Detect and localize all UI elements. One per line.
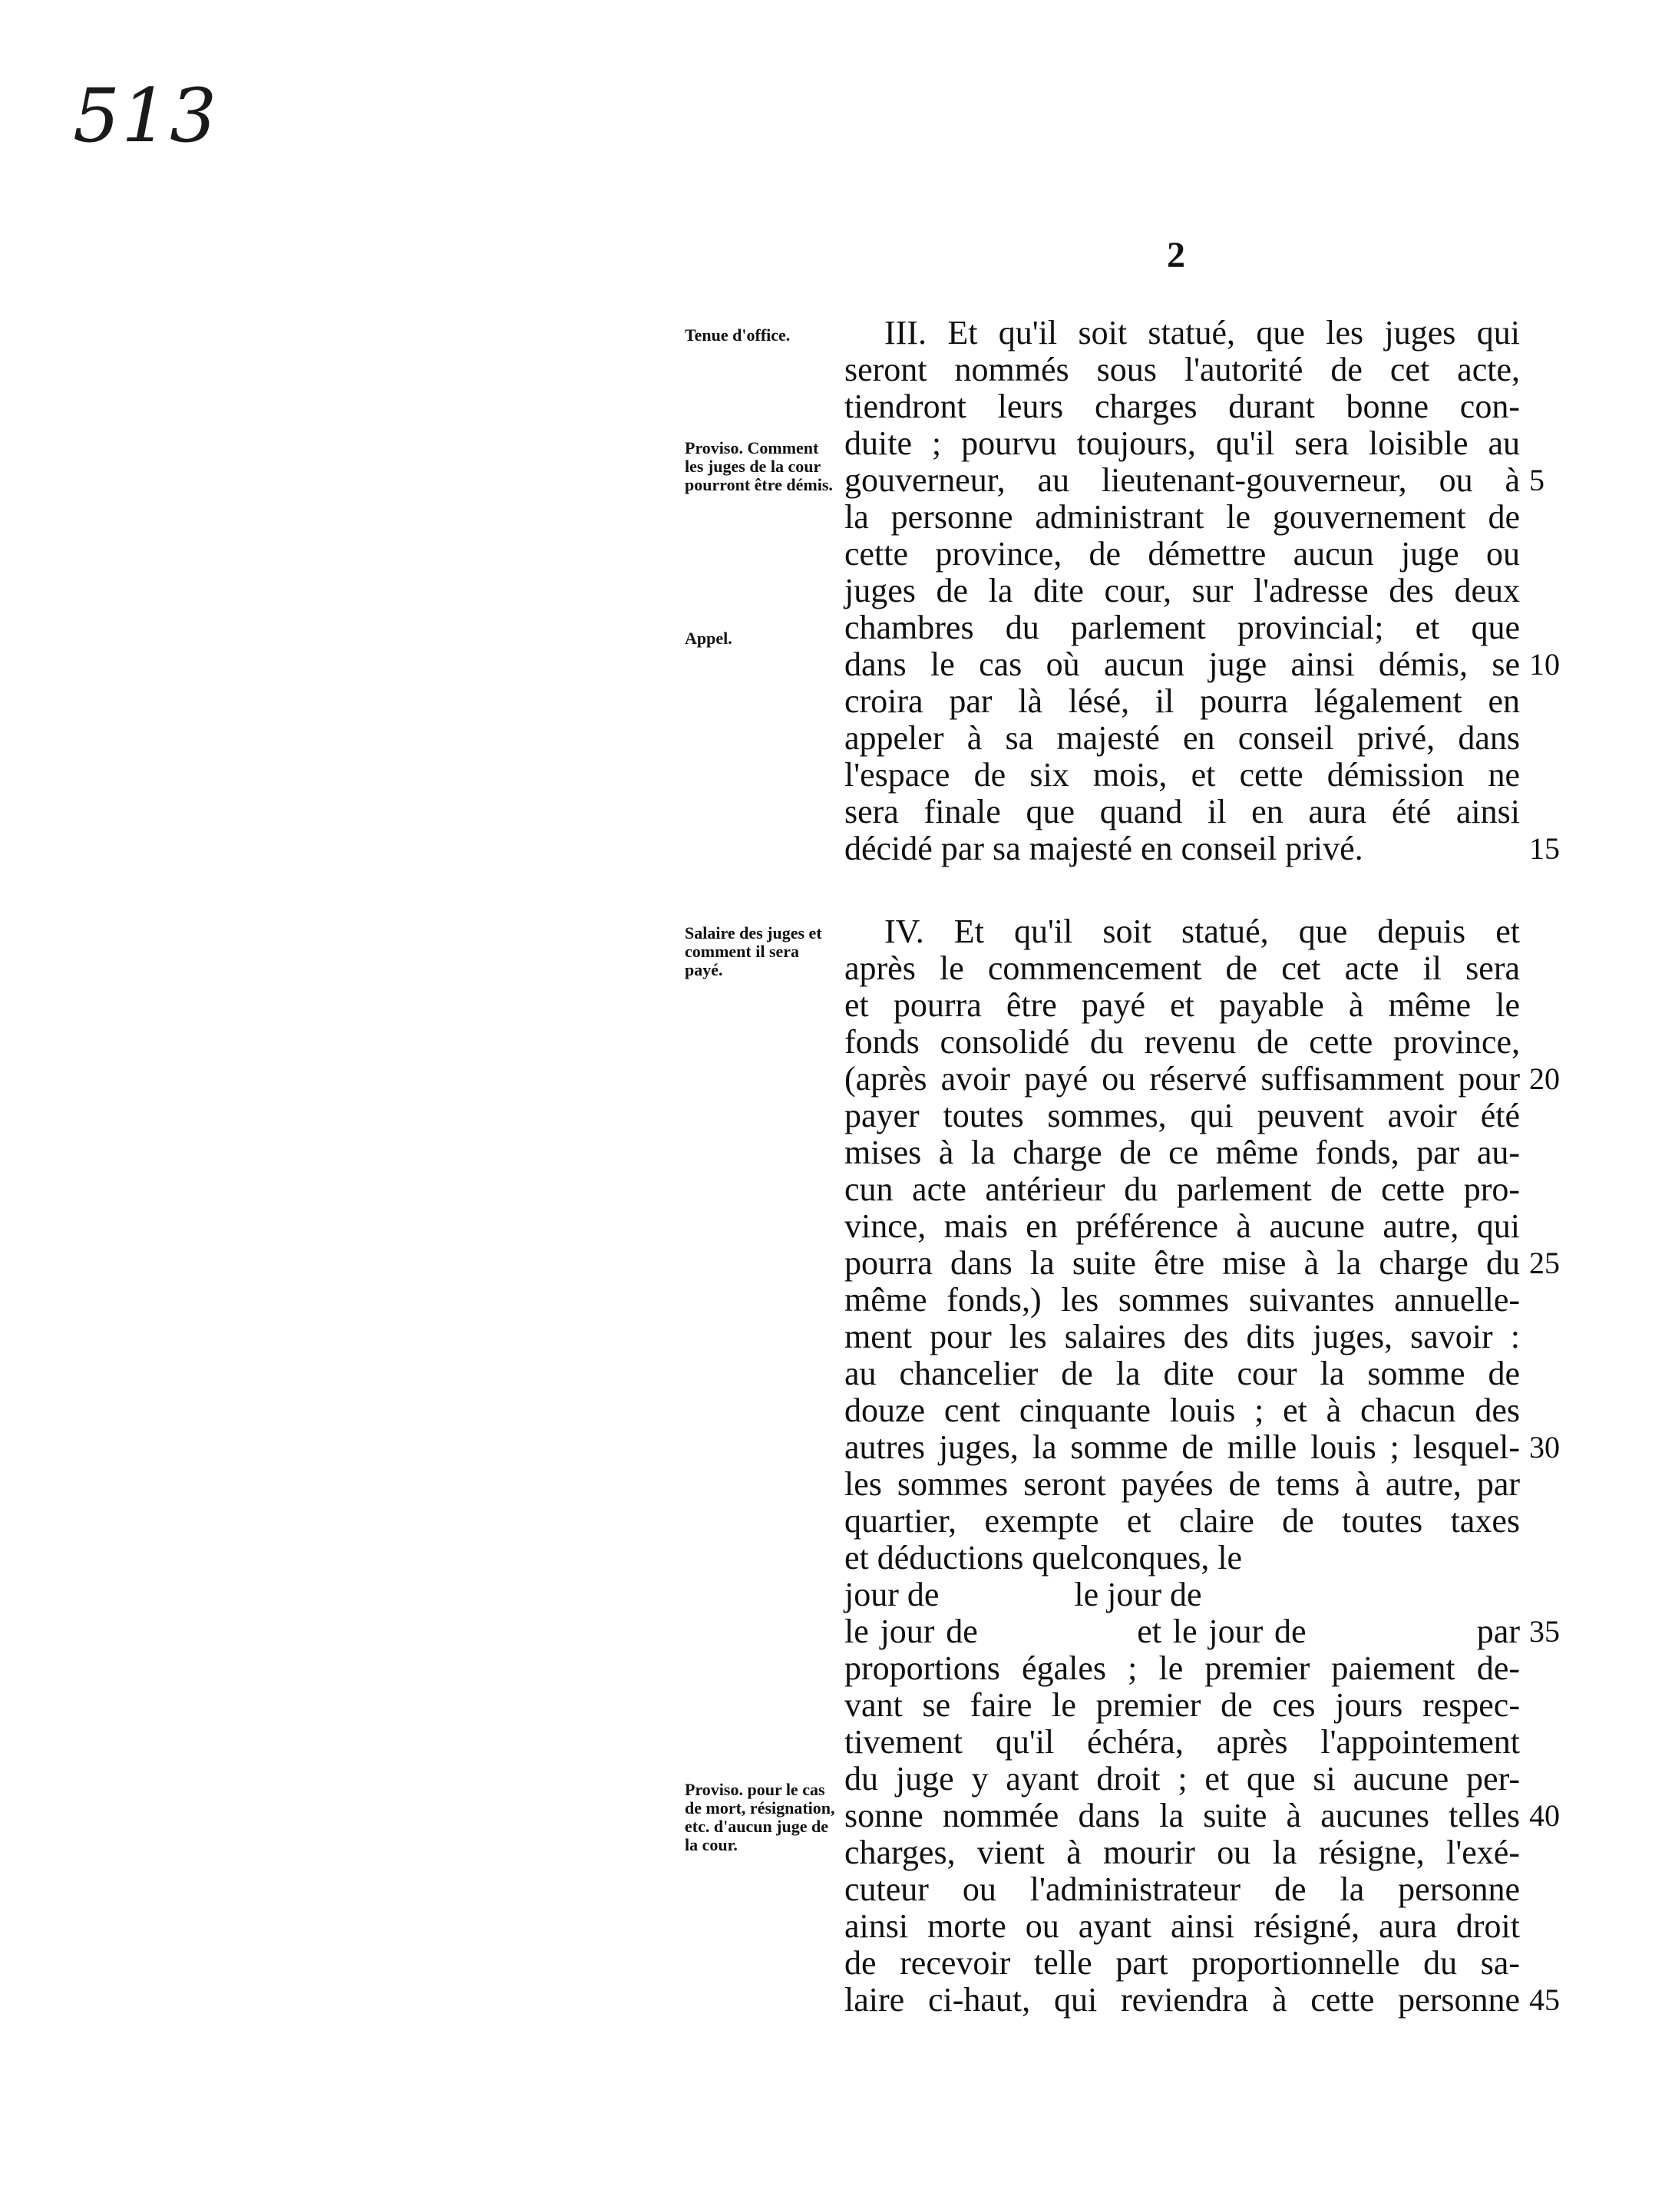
text-line: (après avoir payé ou réservé suffisamment pour: [844, 1060, 1520, 1098]
line-number: 35: [1529, 1614, 1560, 1649]
text-line: au chancelier de la dite cour la somme de: [844, 1355, 1520, 1392]
text-line: gouverneur, au lieutenant-gouverneur, ou à: [844, 461, 1520, 499]
margin-note-proviso-removal: Proviso. Comment les juges de la cour pourront être démis.: [685, 438, 833, 494]
text-line: mises à la charge de ce même fonds, par au-: [844, 1134, 1520, 1171]
line-number: 30: [1529, 1430, 1560, 1464]
margin-note-proviso-death: Proviso. pour le cas de mort, résignation, etc. d'aucun juge de la cour.: [685, 1780, 835, 1854]
text-line: IV. Et qu'il soit statué, que depuis et: [884, 913, 1520, 950]
text-line: III. Et qu'il soit statué, que les juges qui: [884, 314, 1520, 352]
text-line: sera finale que quand il en aura été ainsi: [844, 793, 1520, 830]
text-line: proportions égales ; le premier paiement de-: [844, 1649, 1520, 1687]
text-line: appeler à sa majesté en conseil privé, dans: [844, 719, 1520, 757]
text-line: du juge y ayant droit ; et que si aucune per-: [844, 1760, 1520, 1798]
text-line: ainsi morte ou ayant ainsi résigné, aura droit: [844, 1907, 1520, 1945]
text-line: payer toutes sommes, qui peuvent avoir été: [844, 1097, 1520, 1134]
text-line: autres juges, la somme de mille louis ; lesquel-: [844, 1428, 1520, 1466]
margin-note-appeal: Appel.: [685, 629, 732, 648]
text-line: et pourra être payé et payable à même le: [844, 986, 1520, 1024]
text-line: tiendront leurs charges durant bonne con-: [844, 388, 1520, 425]
margin-note-salary: Salaire des juges et comment il sera payé.: [685, 923, 822, 979]
text-line: fonds consolidé du revenu de cette province,: [844, 1023, 1520, 1061]
text-line: après le commencement de cet acte il sera: [844, 949, 1520, 987]
text-line: l'espace de six mois, et cette démission ne: [844, 756, 1520, 794]
text-line: charges, vient à mourir ou la résigne, l'exé-: [844, 1834, 1520, 1871]
text-line: quartier, exempte et claire de toutes taxes: [844, 1502, 1520, 1540]
text-line: juges de la dite cour, sur l'adresse des deux: [844, 572, 1520, 609]
text-line: jour de le jour de: [844, 1576, 1202, 1613]
text-line: sonne nommée dans la suite à aucunes telles: [844, 1797, 1520, 1834]
line-number: 40: [1529, 1798, 1560, 1833]
text-line: le jour de et le jour de par: [844, 1613, 1520, 1650]
text-line: cun acte antérieur du parlement de cette pro-: [844, 1170, 1520, 1208]
text-line: croira par là lésé, il pourra légalement en: [844, 682, 1520, 720]
text-line: vince, mais en préférence à aucune autre, qui: [844, 1207, 1520, 1245]
line-number: 45: [1529, 1983, 1560, 2017]
page-number: 2: [1167, 235, 1185, 276]
line-number: 10: [1529, 647, 1560, 682]
text-line: ment pour les salaires des dits juges, savoir :: [844, 1318, 1520, 1355]
text-line: dans le cas où aucun juge ainsi démis, se: [844, 645, 1520, 683]
text-line: pourra dans la suite être mise à la charge du: [844, 1244, 1520, 1282]
text-line: seront nommés sous l'autorité de cet acte,: [844, 351, 1520, 388]
line-number: 15: [1529, 831, 1560, 866]
text-line: duite ; pourvu toujours, qu'il sera loisible au: [844, 424, 1520, 462]
text-line: les sommes seront payées de tems à autre, par: [844, 1465, 1520, 1503]
handwritten-page-number: 513: [73, 73, 219, 159]
text-line: vant se faire le premier de ces jours respec-: [844, 1686, 1520, 1724]
text-line: même fonds,) les sommes suivantes annuelle-: [844, 1281, 1520, 1319]
text-line: tivement qu'il échéra, après l'appointement: [844, 1723, 1520, 1761]
margin-note-tenure: Tenue d'office.: [685, 325, 791, 345]
line-number: 5: [1529, 463, 1545, 497]
text-line: décidé par sa majesté en conseil privé.: [844, 830, 1363, 867]
text-line: de recevoir telle part proportionnelle du sa-: [844, 1944, 1520, 1982]
text-line: douze cent cinquante louis ; et à chacun des: [844, 1392, 1520, 1429]
line-number: 20: [1529, 1061, 1560, 1096]
text-line: cuteur ou l'administrateur de la personne: [844, 1870, 1520, 1908]
text-line: chambres du parlement provincial; et que: [844, 609, 1520, 646]
text-line: laire ci-haut, qui reviendra à cette personne: [844, 1981, 1520, 2019]
text-line: cette province, de démettre aucun juge ou: [844, 535, 1520, 573]
text-line: et déductions quelconques, le: [844, 1539, 1243, 1576]
line-number: 25: [1529, 1246, 1560, 1280]
text-line: la personne administrant le gouvernement de: [844, 498, 1520, 536]
